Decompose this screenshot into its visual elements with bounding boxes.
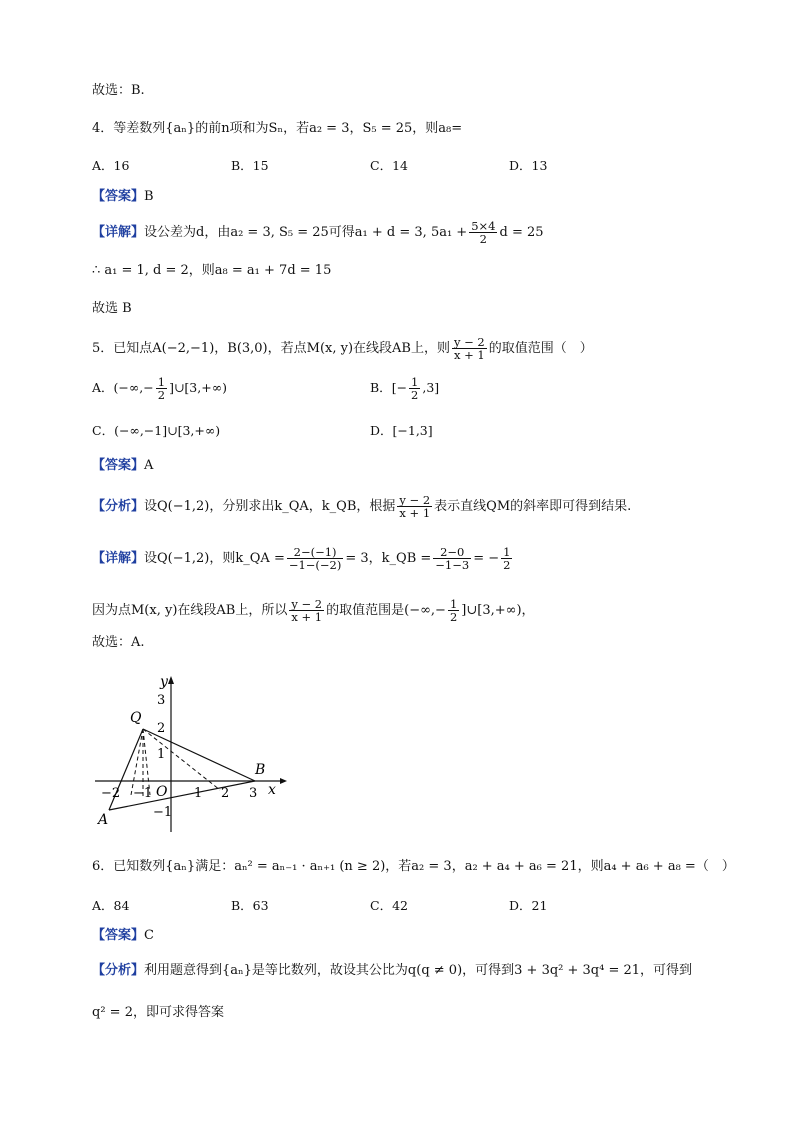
answer-tag: 【答案】 <box>92 458 145 473</box>
fraction <box>287 546 344 571</box>
fraction <box>448 598 459 623</box>
numerator: y − 2 <box>453 335 485 349</box>
conclude-text-c: (−∞,− <box>404 603 446 618</box>
q4-detail-line-1 <box>92 220 544 245</box>
conclude-text-d: ]∪[3,+∞)， <box>461 603 535 618</box>
q4-option-d: D．13 <box>509 158 548 173</box>
q4-answer <box>92 188 154 206</box>
option-b-text: [− <box>391 380 408 395</box>
denominator: x + 1 <box>399 506 431 520</box>
y-tick-label: −1 <box>153 805 173 820</box>
numerator: 5×4 <box>471 219 496 233</box>
x-tick-label: −1 <box>133 786 153 801</box>
y-arrow <box>168 676 174 684</box>
detail-text-c: = − <box>473 551 500 566</box>
option-b-prefix: B． <box>370 380 392 395</box>
option-a-text: (−∞,− <box>113 380 154 395</box>
q4-stem: 4．等差数列{aₙ}的前n项和为Sₙ，若a₂ = 3，S₅ = 25，则a₈= <box>92 121 463 136</box>
q4-option-a: A．16 <box>92 158 130 173</box>
answer-tag: 【答案】 <box>92 189 145 204</box>
x-tick-label: 1 <box>194 786 203 801</box>
coordinate-figure <box>90 670 290 840</box>
denominator: −1−3 <box>435 558 470 572</box>
option-a-prefix: A． <box>92 380 114 395</box>
fraction <box>469 220 497 245</box>
analysis-text-a: 设Q(−1,2)，分别求出k_QA，k_QB，根据 <box>144 499 396 514</box>
numerator: 1 <box>503 545 511 559</box>
q4-conclusion: 故选 B <box>92 301 132 316</box>
point-q-label: Q <box>130 710 142 726</box>
q4-detail-text-a: 设公差为d，由a₂ = 3, S₅ = 25可得a₁ + d = 3, 5a₁ + <box>144 225 468 240</box>
q6-option-b: B．63 <box>231 898 269 913</box>
q6-option-a: A．84 <box>92 898 130 913</box>
y-tick-label: 1 <box>157 747 166 762</box>
numerator: 1 <box>449 597 458 611</box>
origin-label: O <box>156 784 168 800</box>
point-b-label: B <box>255 762 266 778</box>
fraction <box>452 336 487 361</box>
option-a-text-2: ]∪[3,+∞) <box>169 380 227 395</box>
denominator: 2 <box>479 232 487 246</box>
denominator: 2 <box>503 558 511 572</box>
fraction <box>397 494 432 519</box>
analysis-text: 利用题意得到{aₙ}是等比数列，故设其公比为q(q ≠ 0)，可得到3 + 3q² + 3q⁴ = 21，可得到 <box>144 963 693 978</box>
q6-analysis-line-2: q² = 2，即可求得答案 <box>92 1005 224 1020</box>
denominator: −1−(−2) <box>288 558 342 572</box>
x-tick-label: −2 <box>101 786 121 801</box>
point-a-label: A <box>98 812 109 828</box>
denominator: x + 1 <box>453 348 485 362</box>
q5-answer <box>92 457 153 475</box>
y-tick-label: 3 <box>157 693 166 708</box>
q4-detail-text-b: d = 25 <box>499 225 544 240</box>
conclude-text-b: 的取值范围是 <box>326 603 405 618</box>
x-tick-label: 3 <box>249 786 258 801</box>
detail-text-b: = 3，k_QB = <box>345 551 432 566</box>
option-b-text-2: ,3] <box>422 380 440 395</box>
q4-option-c: C．14 <box>370 158 408 173</box>
analysis-text-b: 表示直线QM的斜率即可得到结果. <box>434 499 632 514</box>
q6-analysis <box>92 962 692 980</box>
fraction <box>433 546 471 571</box>
answer-value: A <box>144 458 154 473</box>
x-axis-label: x <box>268 782 276 798</box>
fraction <box>501 546 512 571</box>
segment-ab <box>109 781 258 810</box>
q5-stem-b: 的取值范围（ ） <box>488 341 593 356</box>
q4-detail-line-2: ∴ a₁ = 1, d = 2，则a₈ = a₁ + 7d = 15 <box>92 263 332 278</box>
analysis-tag: 【分析】 <box>92 499 145 514</box>
q5-analysis <box>92 494 631 519</box>
numerator: 1 <box>157 375 166 389</box>
q5-option-a <box>92 376 227 401</box>
answer-value: B <box>144 189 154 204</box>
q3-conclusion: 故选：B. <box>92 83 145 98</box>
q5-option-d: D．[−1,3] <box>370 423 433 438</box>
numerator: 2−0 <box>433 546 471 559</box>
detail-tag: 【详解】 <box>92 551 145 566</box>
q5-option-b <box>370 376 439 401</box>
q4-option-b: B．15 <box>231 158 269 173</box>
answer-value: C <box>144 928 154 943</box>
fraction <box>156 376 167 401</box>
fraction <box>289 598 324 623</box>
q5-stem <box>92 336 593 361</box>
analysis-tag: 【分析】 <box>92 963 145 978</box>
x-tick-label: 2 <box>221 786 230 801</box>
numerator: y − 2 <box>399 493 431 507</box>
detail-text-a: 设Q(−1,2)，则k_QA = <box>144 551 285 566</box>
q5-final: 故选：A. <box>92 635 145 650</box>
numerator: 1 <box>411 375 419 389</box>
fraction <box>409 376 420 401</box>
q5-option-c: C．(−∞,−1]∪[3,+∞) <box>92 423 221 438</box>
x-arrow <box>280 778 287 784</box>
q6-answer <box>92 927 154 945</box>
denominator: x + 1 <box>291 610 323 624</box>
q5-detail <box>92 546 514 571</box>
q5-stem-a: 5．已知点A(−2,−1)，B(3,0)，若点M(x, y)在线段AB上，则 <box>92 341 450 356</box>
q6-stem: 6．已知数列{aₙ}满足：aₙ² = aₙ₋₁ · aₙ₊₁ (n ≥ 2)，若a₂ = 3，a₂ + a₄ + a₆ = 21，则a₄ + a₆ + a₈ =（ ） <box>92 859 735 874</box>
answer-tag: 【答案】 <box>92 928 145 943</box>
y-axis-label: y <box>160 674 168 690</box>
numerator: 2−(−1) <box>287 546 344 559</box>
denominator: 2 <box>411 388 419 402</box>
detail-tag: 【详解】 <box>92 225 145 240</box>
denominator: 2 <box>449 610 458 624</box>
y-tick-label: 2 <box>157 721 166 736</box>
denominator: 2 <box>157 388 166 402</box>
q6-option-c: C．42 <box>370 898 408 913</box>
q5-conclusion-line <box>92 598 535 623</box>
numerator: y − 2 <box>291 597 323 611</box>
q6-option-d: D．21 <box>509 898 548 913</box>
conclude-text-a: 因为点M(x, y)在线段AB上，所以 <box>92 603 288 618</box>
